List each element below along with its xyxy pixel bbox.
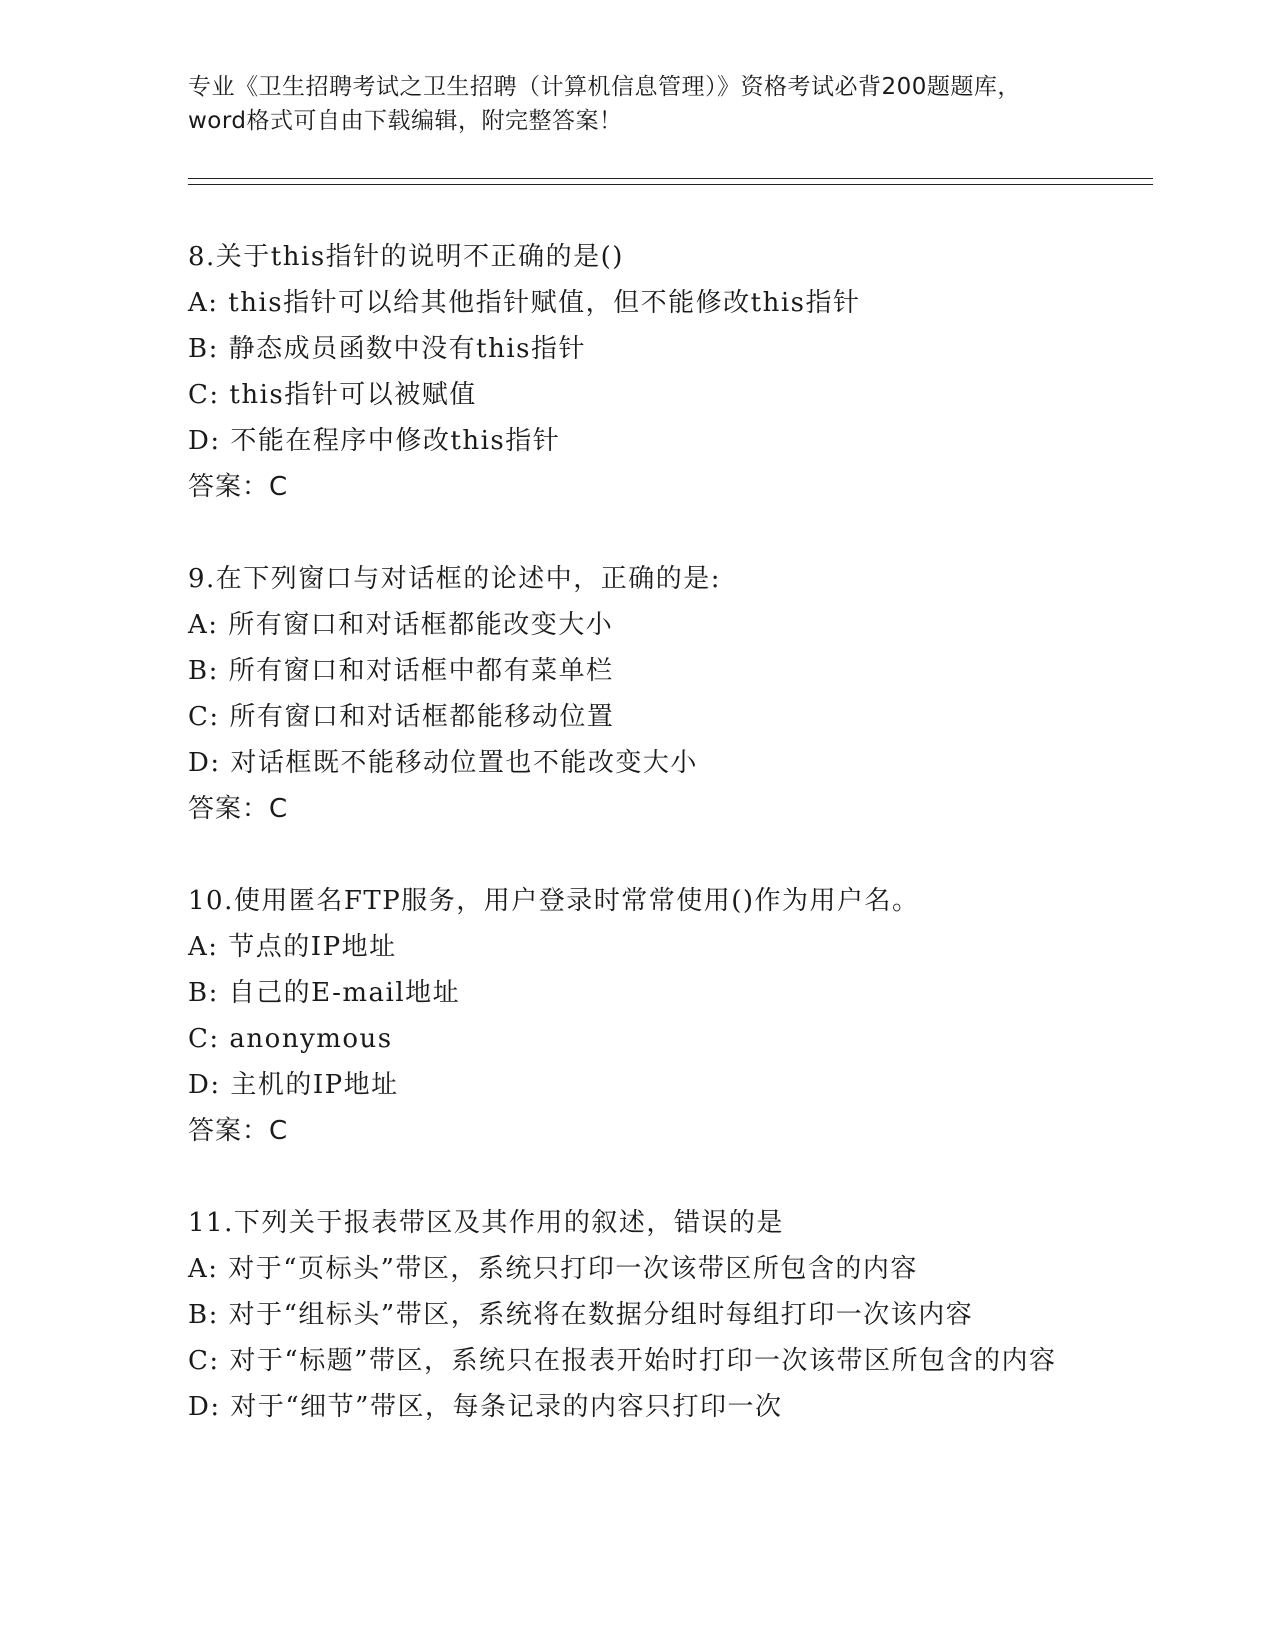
answer: 答案：C [188,794,289,824]
option-a: A: 对于“页标头”带区，系统只打印一次该带区所包含的内容 [188,1254,918,1284]
question-11 [188,1200,1088,1430]
option-c: C: 对于“标题”带区，系统只在报表开始时打印一次该带区所包含的内容 [188,1346,1057,1376]
answer: 答案：C [188,1116,289,1146]
option-a: A: this指针可以给其他指针赋值，但不能修改this指针 [188,288,861,318]
option-c: C: anonymous [188,1024,393,1054]
option-c: C: 所有窗口和对话框都能移动位置 [188,702,615,732]
option-b: B: 静态成员函数中没有this指针 [188,334,586,364]
document-header [188,70,1088,138]
header-rule-top [188,178,1153,179]
question-stem: 9.在下列窗口与对话框的论述中，正确的是: [188,564,722,594]
question-10 [188,878,1088,1154]
option-c: C: this指针可以被赋值 [188,380,477,410]
option-d: D: 主机的IP地址 [188,1070,399,1100]
question-list [188,234,1088,1476]
option-b: B: 自己的E-mail地址 [188,978,461,1008]
option-d: D: 对话框既不能移动位置也不能改变大小 [188,748,698,778]
question-stem: 11.下列关于报表带区及其作用的叙述，错误的是 [188,1208,784,1238]
question-stem: 8.关于this指针的说明不正确的是() [188,242,624,272]
question-stem: 10.使用匿名FTP服务，用户登录时常常使用()作为用户名。 [188,886,920,916]
header-line-1: 专业《卫生招聘考试之卫生招聘（计算机信息管理）》资格考试必背200题题库， [188,74,1021,100]
question-8 [188,234,1088,510]
option-b: B: 对于“组标头”带区，系统将在数据分组时每组打印一次该内容 [188,1300,974,1330]
option-d: D: 对于“细节”带区，每条记录的内容只打印一次 [188,1392,783,1422]
option-b: B: 所有窗口和对话框中都有菜单栏 [188,656,614,686]
question-9 [188,556,1088,832]
option-d: D: 不能在程序中修改this指针 [188,426,561,456]
option-a: A: 节点的IP地址 [188,932,397,962]
header-rule-bottom [188,184,1153,185]
header-line-2: word格式可自由下载编辑，附完整答案！ [188,108,623,134]
option-a: A: 所有窗口和对话框都能改变大小 [188,610,614,640]
answer: 答案：C [188,472,289,502]
